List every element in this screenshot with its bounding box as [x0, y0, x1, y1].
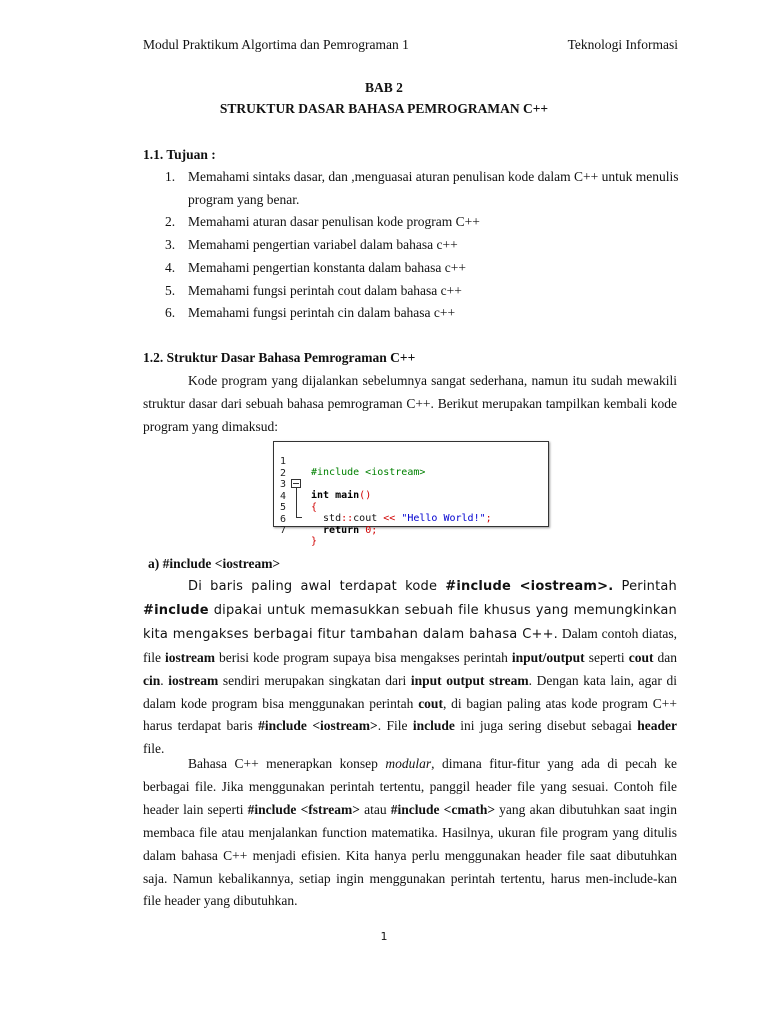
text-run: sendiri merupakan singkatan dari	[218, 672, 411, 688]
code-keyword: int	[311, 490, 330, 502]
code-line-2	[274, 456, 298, 479]
list-item-text: Memahami pengertian variabel dalam bahasa c++	[188, 237, 458, 253]
subsection-heading-include: a) #include <iostream>	[148, 556, 281, 571]
code-namespace: std	[311, 513, 342, 525]
text-run: Bahasa C++ menerapkan konsep	[188, 756, 386, 771]
list-item-number: 1.	[165, 169, 176, 184]
intro-text: Kode program yang dijalankan sebelumnya sangat sederhana, namun itu sudah mewakili struktur dasar dari sebuah bahasa pemrograman C++. Berikut merupakan tampilkan kembali kode program yang dimaksud:	[143, 373, 677, 434]
code-number: 0	[359, 525, 372, 537]
code-string: "Hello World!"	[395, 513, 486, 525]
list-item	[143, 166, 683, 211]
code-paren: ()	[359, 490, 372, 502]
modular-paragraph	[143, 753, 677, 913]
text-run-bold: iostream	[168, 672, 219, 688]
text-run-italic: modular	[385, 756, 432, 771]
text-run-bold: cout	[628, 649, 654, 665]
list-item	[143, 234, 683, 257]
code-keyword: return	[311, 525, 360, 537]
code-snippet	[273, 441, 549, 548]
chapter-label: BAB 2	[365, 80, 403, 95]
code-text: {	[311, 502, 318, 514]
code-operator: <<	[383, 513, 396, 525]
text-run: Dalam contoh diatas, file	[143, 625, 678, 665]
code-text	[311, 490, 371, 502]
text-run-bold: include	[412, 718, 455, 734]
text-run-bold: header	[637, 718, 677, 734]
list-item-text: Memahami fungsi perintah cin dalam bahasa c++	[188, 305, 456, 321]
text-run: , dimana fitur-fitur yang ada di pecah ke berbagai file. Jika menggunakan perintah tertentu, panggil header file yang sesuai. Contoh file header lain seperti	[143, 756, 678, 817]
line-number: 1	[280, 455, 287, 467]
section-heading-tujuan: 1.1. Tujuan :	[143, 147, 216, 162]
list-item	[143, 280, 683, 303]
list-item	[143, 211, 683, 234]
text-run-bold: cout	[418, 695, 443, 711]
text-run-bold: #include <fstream>	[247, 801, 360, 817]
text-run-bold: input output stream	[410, 672, 529, 688]
text-run: dan	[653, 649, 677, 665]
include-paragraph	[143, 575, 677, 761]
text-run-bold: cin	[143, 672, 161, 688]
list-item-text: Memahami aturan dasar penulisan kode program C++	[188, 214, 480, 230]
line-number: 3	[280, 478, 287, 490]
line-number: 2	[280, 467, 287, 479]
text-run: ini juga sering disebut sebagai	[454, 718, 638, 734]
code-semicolon: ;	[371, 525, 378, 537]
code-text: #include <iostream>	[311, 467, 426, 479]
text-run: . Dengan kata lain, agar di dalam kode program bisa menggunakan perintah	[143, 672, 677, 711]
list-item-number: 4.	[165, 259, 176, 275]
list-item-number: 2.	[165, 214, 176, 230]
text-run: . File	[377, 718, 413, 734]
text-run: .	[160, 672, 169, 688]
text-run: Perintah	[613, 579, 677, 594]
code-identifier: cout	[353, 513, 384, 525]
line-number: 6	[280, 513, 287, 525]
list-item	[143, 257, 683, 280]
list-item-number: 6.	[165, 305, 176, 321]
list-item-number: 3.	[165, 237, 176, 253]
intro-paragraph	[143, 370, 677, 439]
list-item-text: Memahami pengertian konstanta dalam bahasa c++	[188, 259, 467, 275]
section-heading-struktur: 1.2. Struktur Dasar Bahasa Pemrograman C++	[143, 350, 416, 365]
list-item-text: Memahami sintaks dasar, dan ,menguasai aturan penulisan kode dalam C++ untuk menulis program yang benar.	[188, 169, 679, 207]
text-run-bold: #include	[143, 602, 209, 618]
line-number: 7	[280, 524, 287, 536]
running-header-right: Teknologi Informasi	[567, 37, 678, 52]
code-text	[311, 513, 492, 525]
objectives-list	[143, 166, 683, 325]
code-line-1	[274, 444, 426, 479]
text-run: yang akan dibutuhkan saat ingin membaca file atau menjalankan function matematika. Hasilnya, ukuran file program yang ditulis dalam bahasa C++ menjadi efisien. Kita hanya perlu menggunakan header file saat dibutuhkan saja. Namun kebalikannya, setiap ingin menggunakan perintah tertentu, harus men-include-kan file header yang dibutuhkan.	[143, 801, 677, 909]
text-run: file.	[143, 741, 165, 757]
text-run: , di bagian paling atas kode program C++ harus terdapat baris	[143, 695, 677, 734]
page-number: 1	[380, 930, 388, 943]
list-item-number: 5.	[165, 282, 176, 298]
text-run: seperti	[584, 649, 629, 665]
line-number: 5	[280, 501, 287, 513]
text-run-bold: iostream	[165, 649, 216, 665]
code-operator: ::	[341, 513, 354, 525]
text-run: dipakai untuk memasukkan sebuah file khusus yang memungkinkan kita mengakses berbagai fitur tambahan dalam bahasa C++.	[143, 602, 677, 642]
text-run-bold: #include <iostream>.	[445, 579, 614, 594]
text-run-bold: input/output	[511, 649, 585, 665]
text-run-bold: #include <cmath>	[390, 801, 496, 817]
code-identifier: main	[329, 490, 360, 502]
code-text: }	[311, 536, 318, 548]
text-run: Di baris paling awal terdapat kode	[188, 579, 446, 594]
code-line-4	[274, 479, 318, 514]
running-header-left: Modul Praktikum Algortima dan Pemrograman 1	[143, 37, 409, 52]
list-item	[143, 302, 683, 325]
text-run: berisi kode program supaya bisa mengakses perintah	[215, 649, 512, 665]
line-number: 4	[280, 490, 287, 502]
text-run-bold: #include <iostream>	[258, 718, 378, 734]
code-semicolon: ;	[485, 513, 492, 525]
text-run: atau	[359, 801, 391, 817]
chapter-title: STRUKTUR DASAR BAHASA PEMROGRAMAN C++	[219, 101, 549, 116]
code-text	[311, 525, 377, 537]
list-item-text: Memahami fungsi perintah cout dalam bahasa c++	[188, 282, 462, 298]
code-line-7	[274, 513, 318, 548]
